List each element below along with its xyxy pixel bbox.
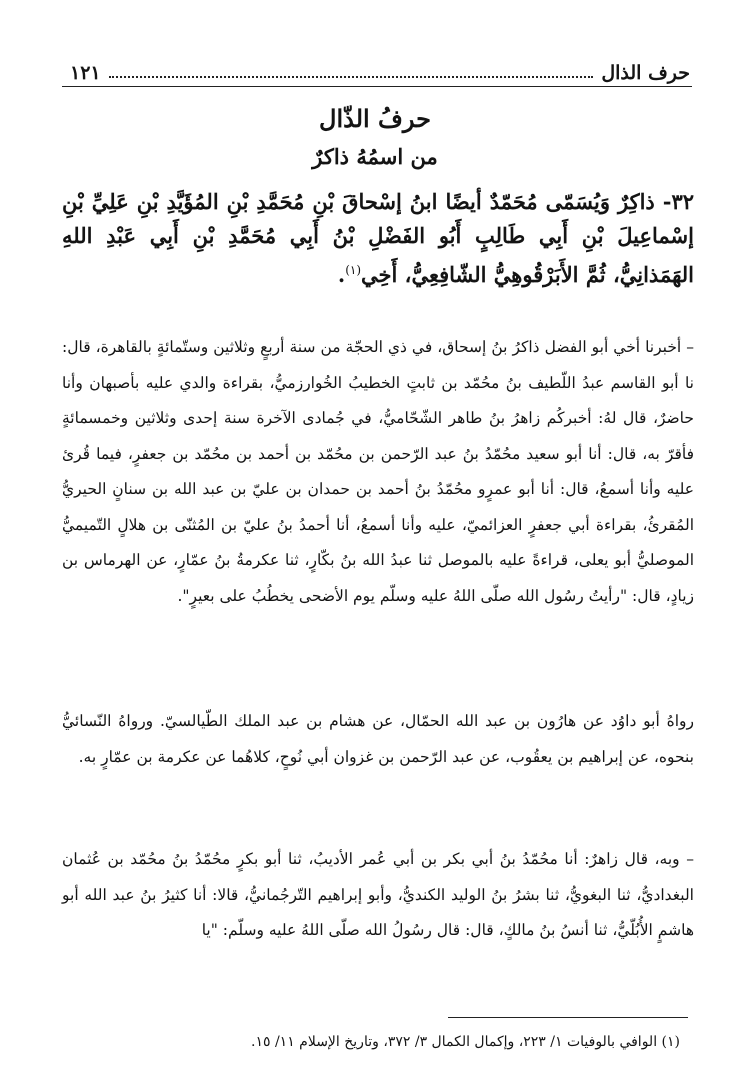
header-rule xyxy=(62,86,692,87)
body-paragraph: – وبه، قال زاهرٌ: أنا محُمّدُ بنُ أبي بكر بن أبي عُمر الأديبُ، ثنا أبو بكرٍ محُمّدُ بنُ محُمّد بن عُثمان البغداديُّ، ثنا البغويُّ، ثنا بشرُ بنُ الوليد الكنديُّ، وأبو إبراهيم التّرجُمانيُّ، قالا: أنا كثيرُ بنُ عبد الله أبو هاشمٍ الأُبُلّيُّ، ثنا أنسُ بنُ مالكٍ، قال: قال رسُولُ الله صلّى اللهُ عليه وسلّم: "يا xyxy=(62,850,694,939)
footnote-rule xyxy=(448,1017,688,1018)
chapter-title: حرفُ الذّال xyxy=(319,104,431,133)
footnote-marker: (١) xyxy=(345,263,362,277)
entry-heading: ٣٢- ذاكِرٌ وَيُسَمّى مُحَمّدٌ أيضًا ابنُ إسْحاقَ بْنِ مُحَمَّدِ بْنِ المُؤَيَّدِ بْنِ عَلِيِّ بْنِ إسْماعِيلَ بْنِ أَبِي طَالِبٍ أَبُو الفَضْلِ بْنُ أَبِي مُحَمَّدِ بْنِ أَبِي عَبْدِ اللهِ الهَمَذانِيُّ، ثُمَّ الأَبَرْقُوهِيُّ الشّافِعِيُّ، أَخِي$^{(١)}$. xyxy=(62,189,694,287)
running-title: حرف الذال xyxy=(601,62,690,84)
header-dot-leader xyxy=(109,76,594,78)
entry-heading-text: ٣٢- ذاكِرٌ وَيُسَمّى مُحَمّدٌ أيضًا ابنُ إسْحاقَ بْنِ مُحَمَّدِ بْنِ المُؤَيَّدِ بْنِ عَلِيِّ بْنِ إسْماعِيلَ بْنِ أَبِي طَالِبٍ أَبُو الفَضْلِ بْنُ أَبِي مُحَمَّدِ بْنِ أَبِي عَبْدِ اللهِ الهَمَذانِيُّ، ثُمَّ الأَبَرْقُوهِيُّ الشّافِعِيُّ، أَخِي xyxy=(62,189,694,287)
body-paragraph: – أخبرنا أخي أبو الفضل ذاكرُ بنُ إسحاق، في ذي الحجّة من سنة أربعٍ وثلاثين وستّمائةٍ بالقاهرة، قال: نا أبو القاسم عبدُ اللّطيف بنُ محُمّد بن ثابتٍ الخطيبُ الخُوارزميُّ، بقراءة والدي عليه بأصبهان وأنا حاضرٌ، قال لهُ: أخبركُم زاهرُ بنُ طاهر الشّحّاميُّ، في جُمادى الآخرة سنة إحدى وثلاثين وخمسمائةٍ فأقرّ به، قال: أنا أبو سعيد محُمّدُ بنُ عبد الرّحمن بن محُمّد بن أحمد بن محُمّد بن جعفرٍ، فيما قُرئ عليه وأنا أسمعُ، قال: أنا أبو عمرٍو محُمّدُ بنُ أحمد بن حمدان بن عليّ بن عبد الله بن سنانٍ الحيريُّ المُقرئُ، بقراءة أبي جعفرٍ العزائميّ، عليه وأنا أسمعُ، أنا أحمدُ بنُ عليّ بن المُثنّى بن هلالٍ التّميميُّ الموصليُّ أبو يعلى، قراءةً عليه بالموصل ثنا عبدُ الله بنُ بكّارٍ، ثنا عكرمةُ بنُ عمّارٍ، عن الهرماس بن زيادٍ، قال: "رأيتُ رسُول الله صلّى اللهُ عليه وسلّم يوم الأضحى يخطُبُ على بعيرٍ". xyxy=(62,338,694,605)
section-title: من اسمُهُ ذاكرٌ xyxy=(312,144,438,169)
footnote: (١) الوافي بالوفيات ١/ ٢٢٣، وإكمال الكمال ٣/ ٣٧٢، وتاريخ الإسلام ١١/ ١٥. xyxy=(251,1034,680,1050)
running-header xyxy=(70,50,690,84)
body-paragraph: رواهُ أبو داوُد عن هارُون بن عبد الله الحمّال، عن هشام بن عبد الملك الطّيالسيّ. ورواهُ النّسائيُّ بنحوه، عن إبراهيم بن يعقُوب، عن عبد الرّحمن بن غزوان أبي نُوحٍ، كلاهُما عن عكرمة بن عمّارٍ به. xyxy=(62,712,694,766)
page-number: ١٢١ xyxy=(70,62,101,84)
